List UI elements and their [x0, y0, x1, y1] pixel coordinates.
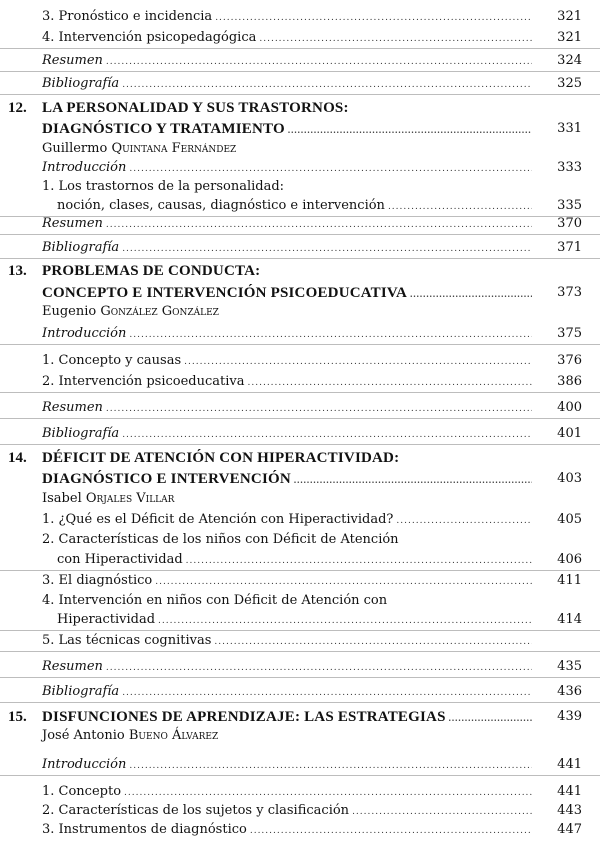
chapter-heading: [0, 282, 600, 304]
entry-title: Resumen: [42, 216, 103, 231]
toc-entry: [0, 6, 600, 28]
chapter-title: CONCEPTO E INTERVENCIÓN PSICOEDUCATIVA: [42, 285, 408, 301]
entry-page: 325: [557, 76, 582, 91]
entry-title: 1. ¿Qué es el Déficit de Atención con Hiperactividad?: [42, 512, 394, 527]
chapter-page: 403: [557, 471, 582, 486]
entry-title: Introducción: [42, 326, 127, 341]
chapter-page: 331: [557, 121, 582, 136]
entry-title: Bibliografía: [42, 76, 120, 91]
entry-title: 3. Pronóstico e incidencia: [42, 9, 213, 24]
toc-entry: [0, 73, 600, 95]
entry-page: 406: [557, 552, 582, 567]
entry-title: Resumen: [42, 53, 103, 68]
entry-title: 4. Intervención en niños con Déficit de Atención con: [42, 593, 388, 608]
entry-page: 436: [557, 684, 582, 699]
toc-entry: [0, 754, 600, 776]
chapter-author: Guillermo Quintana Fernández: [42, 141, 237, 156]
entry-title: 5. Las técnicas cognitivas: [42, 633, 212, 648]
chapter-heading: [0, 706, 600, 728]
toc-entry: [0, 350, 600, 372]
toc-entry: [0, 323, 600, 345]
entry-page: 375: [557, 326, 582, 341]
entry-page: 405: [557, 512, 582, 527]
chapter-title: DÉFICIT DE ATENCIÓN CON HIPERACTIVIDAD:: [42, 450, 400, 466]
entry-title: 1. Concepto y causas: [42, 353, 182, 368]
toc-entry: [0, 681, 600, 703]
entry-title: Hiperactividad: [57, 612, 156, 627]
entry-title: 2. Características de los sujetos y clasificación: [42, 803, 350, 818]
chapter-number: 13.: [8, 263, 27, 279]
entry-page: 400: [557, 400, 582, 415]
entry-page: 321: [557, 9, 582, 24]
entry-page: 441: [557, 784, 582, 799]
chapter-title: DIAGNÓSTICO Y TRATAMIENTO: [42, 121, 285, 137]
entry-title: 4. Intervención psicopedagógica: [42, 30, 257, 45]
toc-entry: [0, 529, 600, 551]
chapter-title: DIAGNÓSTICO E INTERVENCIÓN: [42, 471, 291, 487]
toc-entry: [0, 609, 600, 631]
chapter-page: 373: [557, 285, 582, 300]
entry-title: 3. El diagnóstico: [42, 573, 153, 588]
toc-entry: [0, 549, 600, 571]
toc-entry: [0, 509, 600, 531]
chapter-heading: [0, 118, 600, 140]
entry-title: con Hiperactividad: [57, 552, 183, 567]
entry-page: 411: [557, 573, 582, 588]
entry-title: Introducción: [42, 757, 127, 772]
entry-title: Bibliografía: [42, 240, 120, 255]
entry-page: 401: [557, 426, 582, 441]
chapter-author: Eugenio González González: [42, 304, 219, 319]
entry-title: noción, clases, causas, diagnóstico e intervención: [57, 198, 385, 213]
chapter-title: PROBLEMAS DE CONDUCTA:: [42, 263, 261, 279]
chapter-number: 12.: [8, 100, 27, 116]
chapter-title: DISFUNCIONES DE APRENDIZAJE: LAS ESTRATEGIAS: [42, 709, 446, 725]
chapter-page: 439: [557, 709, 582, 724]
toc-entry: [0, 819, 600, 841]
toc-entry: [0, 213, 600, 235]
entry-title: Resumen: [42, 659, 103, 674]
entry-page: 376: [557, 353, 582, 368]
entry-page: 414: [557, 612, 582, 627]
chapter-number: 14.: [8, 450, 27, 466]
chapter-heading: [0, 468, 600, 490]
entry-title: 1. Concepto: [42, 784, 122, 799]
chapter-title: LA PERSONALIDAD Y SUS TRASTORNOS:: [42, 100, 349, 116]
toc-entry: [0, 656, 600, 678]
entry-title: 3. Instrumentos de diagnóstico: [42, 822, 247, 837]
chapter-author: José Antonio Bueno Álvarez: [42, 728, 219, 743]
chapter-number: 15.: [8, 709, 27, 725]
toc-entry: [0, 237, 600, 259]
entry-page: 333: [557, 160, 582, 175]
entry-title: Resumen: [42, 400, 103, 415]
entry-page: 447: [557, 822, 582, 837]
entry-page: 371: [557, 240, 582, 255]
entry-page: 386: [557, 374, 582, 389]
entry-page: 443: [557, 803, 582, 818]
toc-entry: [0, 27, 600, 49]
entry-page: 435: [557, 659, 582, 674]
entry-title: 2. Características de los niños con Déficit de Atención: [42, 532, 399, 547]
toc-entry: [0, 423, 600, 445]
entry-page: 335: [557, 198, 582, 213]
toc-entry: [0, 397, 600, 419]
entry-page: 441: [557, 757, 582, 772]
chapter-author: Isabel Orjales Villar: [42, 491, 175, 506]
entry-title: 1. Los trastornos de la personalidad:: [42, 179, 285, 194]
entry-title: Bibliografía: [42, 684, 120, 699]
toc-entry: [0, 630, 600, 652]
entry-page: 370: [557, 216, 582, 231]
entry-title: Bibliografía: [42, 426, 120, 441]
toc-entry: [0, 50, 600, 72]
entry-page: 324: [557, 53, 582, 68]
toc-entry: [0, 371, 600, 393]
entry-page: 321: [557, 30, 582, 45]
entry-title: Introducción: [42, 160, 127, 175]
entry-title: 2. Intervención psicoeducativa: [42, 374, 245, 389]
toc-entry: [0, 570, 600, 592]
